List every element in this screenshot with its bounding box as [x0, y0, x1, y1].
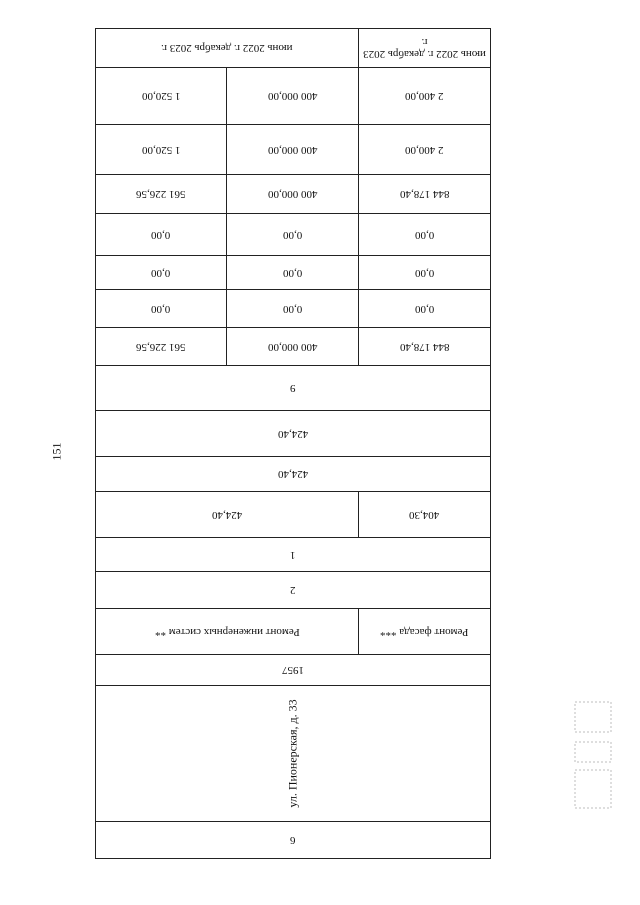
- area-cell-right: 404,30: [359, 492, 491, 538]
- table-cell: 561 226,56: [96, 328, 227, 366]
- table-cell: 2 400,00: [359, 125, 491, 175]
- table-cell: 0,00: [359, 290, 491, 328]
- index-cell: 6: [96, 822, 491, 859]
- table-row: [96, 411, 491, 457]
- table-cell: 0,00: [359, 214, 491, 256]
- work-type-right: Ремонт фасада ***: [359, 609, 491, 655]
- table-row: [96, 68, 491, 125]
- table-cell: 400 000,00: [227, 175, 359, 214]
- area-cell: 424,40: [96, 457, 491, 492]
- table-cell: 844 178,40: [359, 328, 491, 366]
- table-row: [96, 609, 491, 655]
- table-cell: 1 520,00: [96, 125, 227, 175]
- page-number: 151: [49, 442, 64, 461]
- table-row: [96, 686, 491, 822]
- table-row: [96, 457, 491, 492]
- table-cell: 0,00: [227, 256, 359, 290]
- table-cell: 400 000,00: [227, 68, 359, 125]
- year-cell: 1957: [96, 655, 491, 686]
- table-row: [96, 366, 491, 411]
- table-row: [96, 175, 491, 214]
- table-cell: 0,00: [359, 256, 491, 290]
- table-row: [96, 256, 491, 290]
- table-row: [96, 29, 491, 68]
- address-cell: ул. Пионерская, д. 33: [96, 686, 491, 822]
- table-cell: 0,00: [96, 214, 227, 256]
- table-row: [96, 538, 491, 572]
- table-cell: 400 000,00: [227, 328, 359, 366]
- table-cell: 1 520,00: [96, 68, 227, 125]
- table-cell: 2 400,00: [359, 68, 491, 125]
- table-row: [96, 125, 491, 175]
- table-row: [96, 822, 491, 859]
- faint-stamp-image: [573, 700, 613, 812]
- table-cell: 2: [96, 572, 491, 609]
- table-row: [96, 655, 491, 686]
- table-cell: 0,00: [96, 290, 227, 328]
- work-type-left: Ремонт инженерных систем **: [96, 609, 359, 655]
- period-header-left: июнь 2022 г. декабрь 2023 г.: [96, 29, 359, 68]
- table-cell: 400 000,00: [227, 125, 359, 175]
- table-cell: 561 226,56: [96, 175, 227, 214]
- table-row: [96, 572, 491, 609]
- table-row: [96, 290, 491, 328]
- table-cell: 1: [96, 538, 491, 572]
- table-row: [96, 492, 491, 538]
- table-cell: 9: [96, 366, 491, 411]
- table-cell: 844 178,40: [359, 175, 491, 214]
- register-table: [95, 28, 491, 859]
- period-header-right: июнь 2022 г. декабрь 2023 г.: [359, 29, 491, 68]
- table-row: [96, 328, 491, 366]
- table-cell: 0,00: [227, 290, 359, 328]
- area-cell: 424,40: [96, 411, 491, 457]
- table-row: [96, 214, 491, 256]
- table-cell: 0,00: [96, 256, 227, 290]
- table-cell: 0,00: [227, 214, 359, 256]
- area-cell-left: 424,40: [96, 492, 359, 538]
